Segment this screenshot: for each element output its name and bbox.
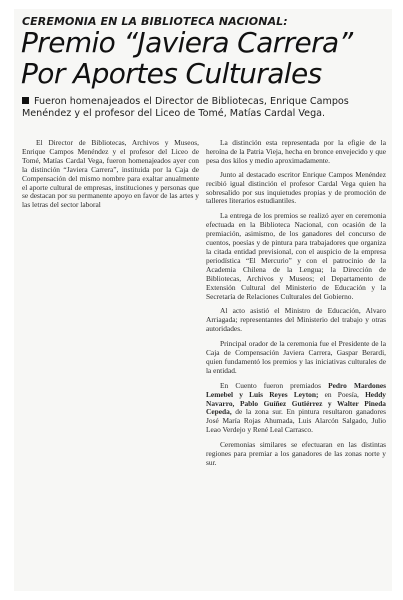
- newspaper-clipping: [14, 9, 392, 591]
- left-column: [22, 139, 199, 216]
- cuento-winners: Pedro Mardones Lemebel y Luis Reyes Leyton;: [206, 380, 386, 399]
- paragraph-ceremonias: Ceremonias similares se efectuaran en las distintas regiones para premiar a los ganadores de las zonas norte y sur.: [206, 440, 386, 467]
- poesia-label: en Poesía,: [324, 389, 359, 399]
- right-column: [206, 139, 386, 474]
- deck-summary: [22, 96, 386, 120]
- paragraph-acto: Al acto asistió el Ministro de Educación, Alvaro Arriagada; representantes del Ministerio del trabajo y otras autoridades.: [206, 306, 386, 334]
- paragraph-orador: Principal orador de la ceremonia fue el Presidente de la Caja de Compensación Javiera Carrera, Gaspar Berardi, quien fundamentó los premios y las iniciativas culturales de la entidad.: [206, 339, 386, 375]
- square-bullet-icon: [22, 97, 29, 104]
- premiados-intro: En Cuento fueron premiados: [220, 380, 321, 390]
- kicker: CEREMONIA EN LA BIBLIOTECA NACIONAL:: [22, 15, 288, 28]
- poesia-winners: Heddy Navarro, Pablo Guíñez Gutiérrez y Walter Pineda Cepeda,: [206, 389, 387, 417]
- left-paragraph: El Director de Bibliotecas, Archivos y Museos, Enrique Campos Menéndez y el profesor del Liceo de Tomé, Matías Cardal Vega, fueron homenajeados ayer con la distinción “Javiera Carrera”, instituida por la Caja de Compensación del mismo nombre para exaltar anualmente el aporte cultural de empresas, instituciones y personas que se destacan por su permanente apoyo en favor de las artes y las letras del sector laboral: [22, 138, 199, 210]
- deck-text: Fueron homenajeados el Director de Bibliotecas, Enrique Campos Menéndez y el profesor del Liceo de Tomé, Matías Cardal Vega.: [22, 96, 349, 120]
- paragraph-premiados: [206, 382, 386, 435]
- headline-line-1: Premio “Javiera Carrera”: [21, 26, 353, 59]
- paragraph-junto: Junto al destacado escritor Enrique Campos Menéndez recibió igual distinción el profesor Cardal Vega quien ha sobresalido por sus inquietudes propias y de promoción de talleres literarios estudiantiles.: [206, 169, 386, 206]
- headline-line-2: Por Aportes Culturales: [21, 57, 322, 90]
- pintura-winners: de la zona sur. En pintura resultaron ganadores José María Rojas Ahumada, Luis Alarcón Salgado, Julio Leao Verdejo y René Leal Carrasco.: [206, 407, 386, 435]
- paragraph-entrega: La entrega de los premios se realizó ayer en ceremonia efectuada en la Biblioteca Nacional, con ocasión de la premiación, asimismo, de los ganadores del concurso de cuentos, poesías y de pintura para trabajadores que organiza la citada entidad previsional, con el auspicio de la empresa periodística “El Mercurio” y con el patrocinio de la Academia Chilena de la Lengua; la Dirección de Bibliotecas, Archivos y Museos; el Departamento de Extensión Cultural del Ministerio de Educación y la Secretaría de Relaciones Culturales del Gobierno.: [206, 211, 386, 301]
- paragraph-distincion: La distinción esta representada por la efigie de la heroína de la Patria Vieja, hecha en bronce envejecido y que pesa dos kilos y medio aproximadamente.: [206, 138, 386, 165]
